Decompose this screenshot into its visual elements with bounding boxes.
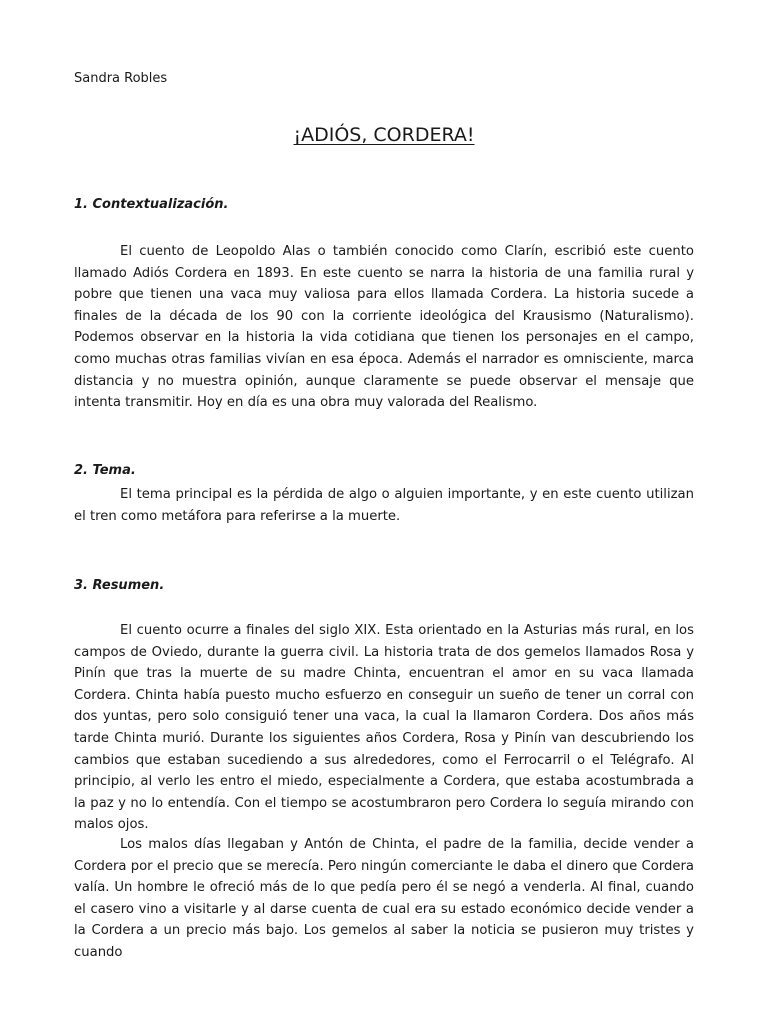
section-number: 3. [74, 578, 88, 593]
paragraph: El cuento ocurre a finales del siglo XIX. Esta orientado en la Asturias más rural, en los campos de Oviedo, durante la guerra civil. La historia trata de dos gemelos llamados Rosa y Pinín que tras la muerte de su madre Chinta, encuentran el amor en su vaca llamada Cordera. Chinta había puesto mucho esfuerzo en conseguir un sueño de tener un corral con dos yuntas, pero solo consiguió tener una vaca, la cual la llamaron Cordera. Dos años más tarde Chinta murió. Durante los siguientes años Cordera, Rosa y Pinín van descubriendo los cambios que estaban sucediendo a sus alrededores, como el Ferrocarril o el Telégrafo. Al principio, al verlo les entro el miedo, especialmente a Cordera, que estaba acostumbrada a la paz y no lo entendía. Con el tiempo se acostumbraron pero Cordera lo seguía mirando con malos ojos. [74, 623, 694, 833]
section-title: Tema [92, 463, 131, 478]
section-heading-1: 1. Contextualización. [74, 197, 229, 212]
paragraph: El tema principal es la pérdida de algo o alguien importante, y en este cuento utilizan el tren como metáfora para referirse a la muerte. [74, 487, 694, 524]
author-name: Sandra Robles [74, 71, 168, 86]
section-title: Resumen [92, 578, 160, 593]
section-number: 1. [74, 197, 88, 212]
section-number: 2. [74, 463, 88, 478]
section-heading-2: 2. Tema. [74, 463, 136, 478]
section-heading-3: 3. Resumen. [74, 578, 165, 593]
section-title: Contextualización [92, 197, 224, 212]
document-title: ¡ADIÓS, CORDERA! [293, 124, 475, 146]
paragraph: El cuento de Leopoldo Alas o también conocido como Clarín, escribió este cuento llamado Adiós Cordera en 1893. En este cuento se narra la historia de una familia rural y pobre que tienen una vaca muy valiosa para ellos llamada Cordera. La historia sucede a finales de la década de los 90 con la corriente ideológica del Krausismo (Naturalismo). Podemos observar en la historia la vida cotidiana que tienen los personajes en el campo, como muchas otras familias vivían en esa época. Además el narrador es omnisciente, marca distancia y no muestra opinión, aunque claramente se puede observar el mensaje que intenta transmitir. Hoy en día es una obra muy valorada del Realismo. [74, 244, 694, 411]
paragraph: Los malos días llegaban y Antón de Chinta, el padre de la familia, decide vender a Cordera por el precio que se merecía. Pero ningún comerciante le daba el dinero que Cordera valía. Un hombre le ofreció más de lo que pedía pero él se negó a venderla. Al final, cuando el casero vino a visitarle y al darse cuenta de cual era su estado económico decide vender a la Cordera a un precio más bajo. Los gemelos al saber la noticia se pusieron muy tristes y cuando [74, 837, 694, 960]
